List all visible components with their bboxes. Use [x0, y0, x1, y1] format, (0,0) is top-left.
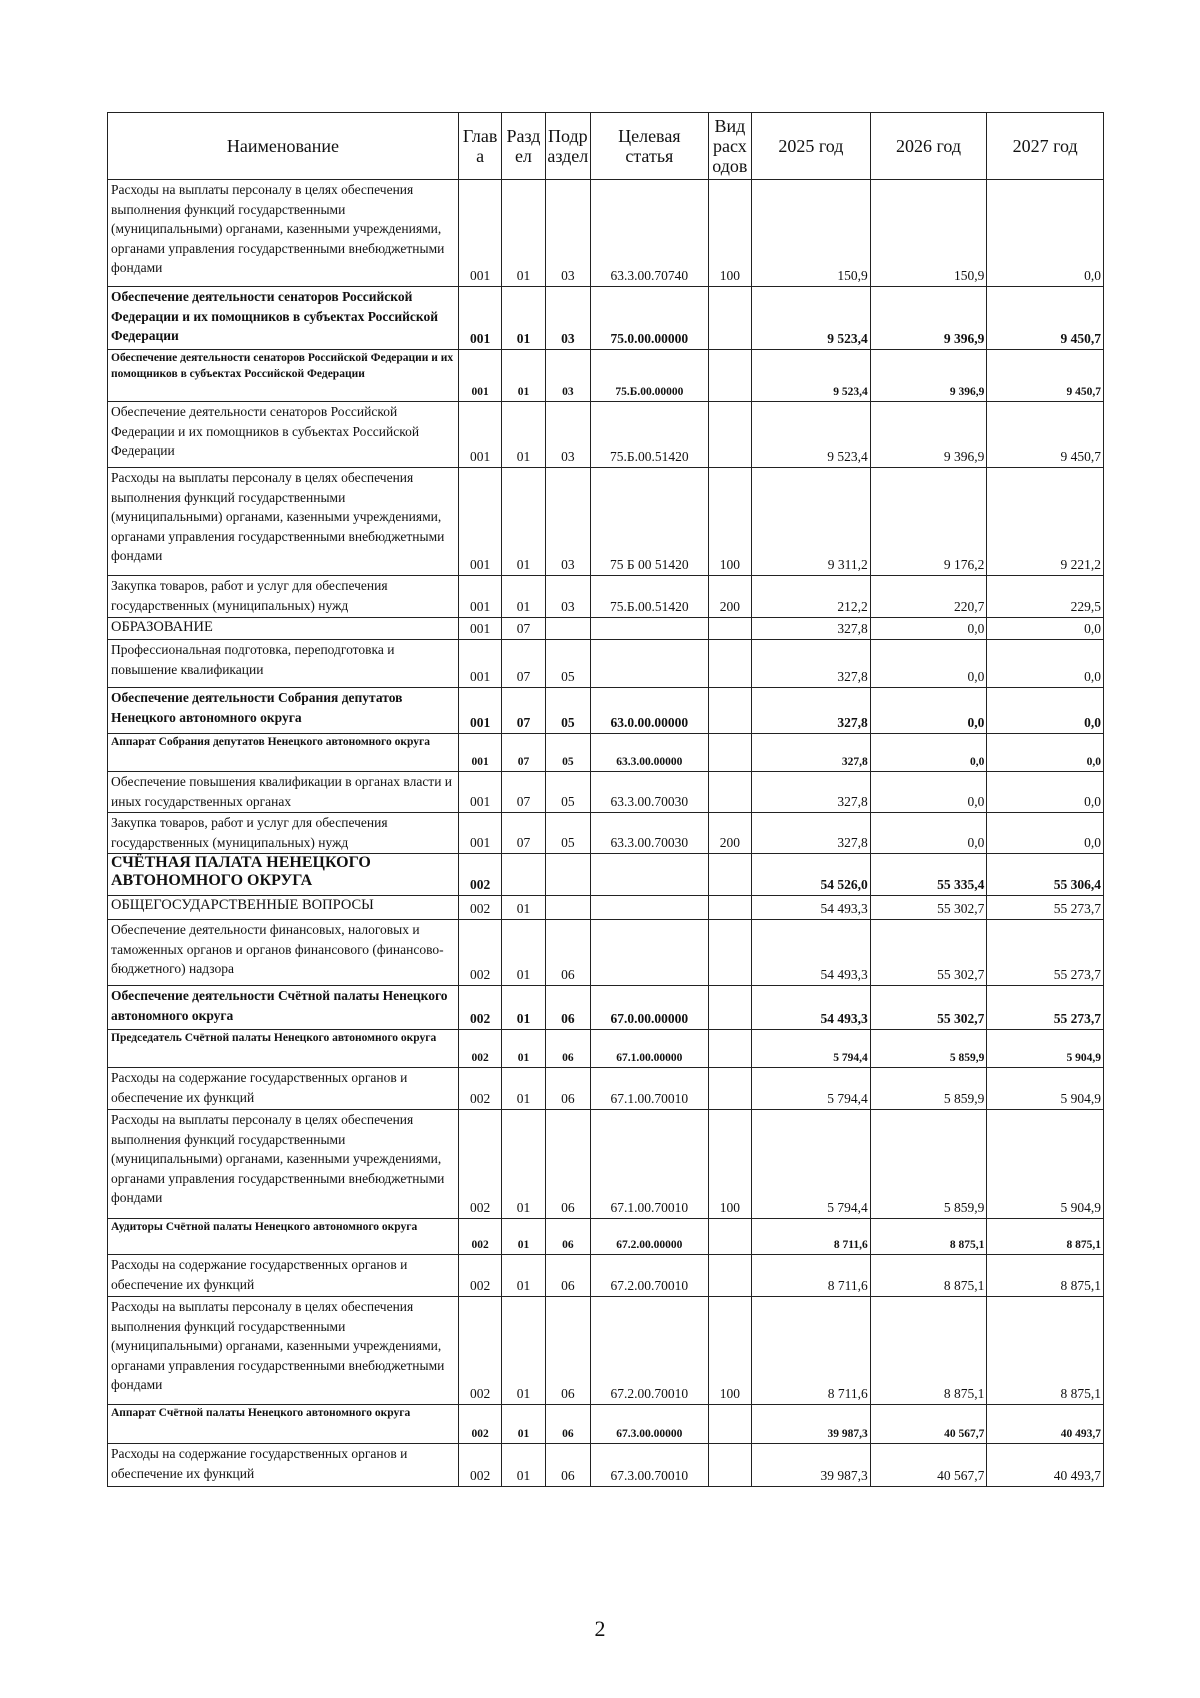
cell-name: Закупка товаров, работ и услуг для обеспечения государственных (муниципальных) нужд [108, 576, 459, 618]
cell-year-2027: 8 875,1 [987, 1297, 1104, 1405]
cell-year-2026: 220,7 [870, 576, 987, 618]
cell-name: Обеспечение повышения квалификации в органах власти и иных государственных органах [108, 772, 459, 813]
cell-podrazdel: 06 [545, 1030, 590, 1068]
table-row [108, 468, 1104, 576]
header-podrazdel: Подр аздел [545, 113, 590, 180]
cell-target-article: 67.0.00.00000 [591, 986, 709, 1030]
cell-razdel: 01 [502, 180, 545, 287]
cell-name: Обеспечение деятельности Собрания депутатов Ненецкого автономного округа [108, 688, 459, 734]
cell-glava: 002 [458, 1297, 501, 1405]
header-target-article: Целевая статья [591, 113, 709, 180]
cell-year-2025: 327,8 [752, 813, 871, 854]
cell-glava: 002 [458, 854, 501, 896]
cell-name: Аудиторы Счётной палаты Ненецкого автономного округа [108, 1219, 459, 1255]
table-row [108, 1297, 1104, 1405]
cell-razdel: 01 [502, 576, 545, 618]
cell-target-article [591, 640, 709, 688]
table-row [108, 734, 1104, 772]
cell-year-2025: 327,8 [752, 772, 871, 813]
cell-name: Председатель Счётной палаты Ненецкого автономного округа [108, 1030, 459, 1068]
cell-target-article: 75 Б 00 51420 [591, 468, 709, 576]
cell-glava: 001 [458, 640, 501, 688]
cell-name: Расходы на выплаты персоналу в целях обеспечения выполнения функций государственными (муниципальными) органами, казенными учреждениями, органами управления государственными внебюджетными фондами [108, 468, 459, 576]
cell-year-2025: 5 794,4 [752, 1068, 871, 1110]
cell-year-2025: 8 711,6 [752, 1255, 871, 1297]
cell-year-2026: 0,0 [870, 640, 987, 688]
cell-target-article: 67.1.00.70010 [591, 1068, 709, 1110]
cell-glava: 001 [458, 813, 501, 854]
cell-year-2027: 0,0 [987, 618, 1104, 640]
cell-target-article: 63.3.00.70030 [591, 772, 709, 813]
cell-razdel: 01 [502, 986, 545, 1030]
cell-podrazdel: 06 [545, 1219, 590, 1255]
table-row [108, 576, 1104, 618]
cell-razdel: 01 [502, 1030, 545, 1068]
cell-target-article: 67.1.00.70010 [591, 1110, 709, 1219]
table-row [108, 1444, 1104, 1487]
cell-podrazdel: 06 [545, 920, 590, 986]
cell-expense-type [708, 1444, 751, 1487]
cell-target-article: 67.2.00.70010 [591, 1297, 709, 1405]
header-glava: Глав а [458, 113, 501, 180]
cell-target-article: 67.3.00.00000 [591, 1405, 709, 1444]
cell-razdel: 01 [502, 1068, 545, 1110]
table-row [108, 618, 1104, 640]
cell-year-2027: 8 875,1 [987, 1219, 1104, 1255]
cell-expense-type [708, 986, 751, 1030]
table-row [108, 350, 1104, 402]
cell-podrazdel: 05 [545, 688, 590, 734]
cell-glava: 001 [458, 180, 501, 287]
cell-year-2027: 9 450,7 [987, 287, 1104, 350]
cell-glava: 002 [458, 1030, 501, 1068]
cell-podrazdel: 05 [545, 772, 590, 813]
cell-year-2026: 150,9 [870, 180, 987, 287]
cell-expense-type: 100 [708, 180, 751, 287]
table-row [108, 1405, 1104, 1444]
cell-glava: 002 [458, 1444, 501, 1487]
cell-year-2025: 9 523,4 [752, 287, 871, 350]
cell-name: Закупка товаров, работ и услуг для обеспечения государственных (муниципальных) нужд [108, 813, 459, 854]
cell-year-2026: 0,0 [870, 813, 987, 854]
cell-podrazdel [545, 854, 590, 896]
cell-podrazdel: 06 [545, 1444, 590, 1487]
cell-year-2026: 55 335,4 [870, 854, 987, 896]
table-row [108, 1255, 1104, 1297]
cell-podrazdel: 03 [545, 350, 590, 402]
cell-year-2026: 40 567,7 [870, 1444, 987, 1487]
cell-year-2027: 5 904,9 [987, 1030, 1104, 1068]
cell-expense-type [708, 350, 751, 402]
cell-podrazdel: 06 [545, 986, 590, 1030]
cell-expense-type [708, 1068, 751, 1110]
cell-glava: 001 [458, 350, 501, 402]
cell-name: ОБРАЗОВАНИЕ [108, 618, 459, 640]
header-name: Наименование [108, 113, 459, 180]
cell-podrazdel: 03 [545, 468, 590, 576]
cell-year-2026: 0,0 [870, 734, 987, 772]
cell-target-article: 67.2.00.70010 [591, 1255, 709, 1297]
cell-year-2025: 54 493,3 [752, 920, 871, 986]
cell-year-2026: 55 302,7 [870, 896, 987, 920]
cell-name: Расходы на выплаты персоналу в целях обеспечения выполнения функций государственными (муниципальными) органами, казенными учреждениями, органами управления государственными внебюджетными фондами [108, 180, 459, 287]
cell-razdel: 01 [502, 287, 545, 350]
cell-name: Профессиональная подготовка, переподготовка и повышение квалификации [108, 640, 459, 688]
cell-expense-type [708, 734, 751, 772]
cell-year-2027: 55 273,7 [987, 920, 1104, 986]
cell-year-2025: 5 794,4 [752, 1110, 871, 1219]
cell-glava: 002 [458, 986, 501, 1030]
cell-podrazdel: 06 [545, 1255, 590, 1297]
cell-year-2025: 9 523,4 [752, 402, 871, 468]
cell-year-2027: 9 221,2 [987, 468, 1104, 576]
cell-year-2027: 40 493,7 [987, 1444, 1104, 1487]
header-year-2025: 2025 год [752, 113, 871, 180]
cell-podrazdel: 06 [545, 1297, 590, 1405]
cell-year-2027: 0,0 [987, 688, 1104, 734]
cell-razdel: 01 [502, 402, 545, 468]
cell-target-article: 63.3.00.70740 [591, 180, 709, 287]
cell-year-2026: 0,0 [870, 772, 987, 813]
cell-year-2025: 327,8 [752, 734, 871, 772]
cell-podrazdel: 06 [545, 1068, 590, 1110]
cell-year-2026: 9 396,9 [870, 350, 987, 402]
cell-year-2027: 55 273,7 [987, 986, 1104, 1030]
cell-razdel: 01 [502, 1444, 545, 1487]
cell-podrazdel: 03 [545, 287, 590, 350]
cell-year-2026: 5 859,9 [870, 1068, 987, 1110]
cell-target-article: 67.2.00.00000 [591, 1219, 709, 1255]
table-row [108, 896, 1104, 920]
cell-year-2027: 9 450,7 [987, 350, 1104, 402]
cell-year-2026: 8 875,1 [870, 1297, 987, 1405]
cell-year-2026: 55 302,7 [870, 986, 987, 1030]
cell-year-2025: 327,8 [752, 688, 871, 734]
cell-glava: 002 [458, 1068, 501, 1110]
cell-name: Расходы на содержание государственных органов и обеспечение их функций [108, 1068, 459, 1110]
cell-razdel: 07 [502, 772, 545, 813]
cell-name: Обеспечение деятельности Счётной палаты Ненецкого автономного округа [108, 986, 459, 1030]
cell-target-article: 75.Б.00.00000 [591, 350, 709, 402]
cell-razdel: 01 [502, 350, 545, 402]
cell-podrazdel [545, 618, 590, 640]
cell-year-2026: 8 875,1 [870, 1255, 987, 1297]
page-number: 2 [594, 1616, 606, 1641]
table-row [108, 772, 1104, 813]
cell-podrazdel: 06 [545, 1110, 590, 1219]
cell-year-2027: 229,5 [987, 576, 1104, 618]
table-row [108, 1110, 1104, 1219]
cell-razdel: 07 [502, 688, 545, 734]
cell-name: Обеспечение деятельности сенаторов Российской Федерации и их помощников в субъектах Российской Федерации [108, 402, 459, 468]
cell-expense-type [708, 640, 751, 688]
cell-expense-type [708, 1405, 751, 1444]
cell-expense-type [708, 772, 751, 813]
cell-year-2027: 0,0 [987, 180, 1104, 287]
cell-year-2027: 9 450,7 [987, 402, 1104, 468]
table-row [108, 180, 1104, 287]
cell-expense-type [708, 688, 751, 734]
cell-year-2027: 40 493,7 [987, 1405, 1104, 1444]
cell-expense-type [708, 1255, 751, 1297]
table-row [108, 640, 1104, 688]
cell-expense-type [708, 1219, 751, 1255]
cell-year-2027: 0,0 [987, 772, 1104, 813]
cell-podrazdel: 06 [545, 1405, 590, 1444]
table-row [108, 1219, 1104, 1255]
cell-expense-type [708, 1030, 751, 1068]
cell-glava: 002 [458, 1255, 501, 1297]
cell-name: Обеспечение деятельности сенаторов Российской Федерации и их помощников в субъектах Российской Федерации [108, 287, 459, 350]
cell-year-2026: 55 302,7 [870, 920, 987, 986]
cell-year-2026: 9 396,9 [870, 287, 987, 350]
cell-expense-type [708, 402, 751, 468]
cell-glava: 002 [458, 1219, 501, 1255]
table-row [108, 287, 1104, 350]
table-row [108, 813, 1104, 854]
cell-year-2025: 54 493,3 [752, 896, 871, 920]
header-razdel: Разд ел [502, 113, 545, 180]
cell-expense-type [708, 854, 751, 896]
cell-year-2025: 327,8 [752, 640, 871, 688]
cell-glava: 002 [458, 896, 501, 920]
cell-name: Аппарат Счётной палаты Ненецкого автономного округа [108, 1405, 459, 1444]
cell-expense-type: 100 [708, 468, 751, 576]
cell-glava: 001 [458, 576, 501, 618]
cell-year-2027: 5 904,9 [987, 1110, 1104, 1219]
cell-year-2027: 55 306,4 [987, 854, 1104, 896]
cell-year-2025: 54 493,3 [752, 986, 871, 1030]
table-row [108, 1068, 1104, 1110]
cell-glava: 002 [458, 920, 501, 986]
cell-razdel: 01 [502, 468, 545, 576]
cell-razdel: 01 [502, 1255, 545, 1297]
cell-year-2026: 0,0 [870, 688, 987, 734]
cell-year-2027: 5 904,9 [987, 1068, 1104, 1110]
cell-year-2025: 39 987,3 [752, 1444, 871, 1487]
cell-razdel: 01 [502, 1219, 545, 1255]
cell-razdel [502, 854, 545, 896]
budget-table [107, 112, 1104, 1487]
cell-razdel: 01 [502, 920, 545, 986]
header-year-2026: 2026 год [870, 113, 987, 180]
cell-glava: 001 [458, 618, 501, 640]
cell-expense-type [708, 896, 751, 920]
cell-target-article [591, 920, 709, 986]
cell-year-2026: 8 875,1 [870, 1219, 987, 1255]
cell-year-2025: 8 711,6 [752, 1297, 871, 1405]
cell-glava: 002 [458, 1110, 501, 1219]
cell-razdel: 07 [502, 640, 545, 688]
cell-name: Расходы на выплаты персоналу в целях обеспечения выполнения функций государственными (муниципальными) органами, казенными учреждениями, органами управления государственными внебюджетными фондами [108, 1297, 459, 1405]
cell-target-article: 67.1.00.00000 [591, 1030, 709, 1068]
cell-year-2025: 212,2 [752, 576, 871, 618]
cell-podrazdel: 03 [545, 180, 590, 287]
cell-expense-type: 200 [708, 576, 751, 618]
cell-year-2025: 5 794,4 [752, 1030, 871, 1068]
cell-glava: 002 [458, 1405, 501, 1444]
cell-year-2027: 0,0 [987, 734, 1104, 772]
cell-expense-type [708, 287, 751, 350]
table-row [108, 986, 1104, 1030]
cell-target-article: 63.0.00.00000 [591, 688, 709, 734]
cell-year-2025: 39 987,3 [752, 1405, 871, 1444]
cell-expense-type: 100 [708, 1110, 751, 1219]
cell-name: Расходы на выплаты персоналу в целях обеспечения выполнения функций государственными (муниципальными) органами, казенными учреждениями, органами управления государственными внебюджетными фондами [108, 1110, 459, 1219]
cell-razdel: 01 [502, 1110, 545, 1219]
cell-year-2025: 150,9 [752, 180, 871, 287]
cell-target-article: 63.3.00.70030 [591, 813, 709, 854]
cell-name: ОБЩЕГОСУДАРСТВЕННЫЕ ВОПРОСЫ [108, 896, 459, 920]
cell-name: Аппарат Собрания депутатов Ненецкого автономного округа [108, 734, 459, 772]
table-header [108, 113, 1104, 180]
cell-year-2027: 0,0 [987, 813, 1104, 854]
header-year-2027: 2027 год [987, 113, 1104, 180]
cell-year-2026: 5 859,9 [870, 1030, 987, 1068]
cell-expense-type [708, 920, 751, 986]
cell-name: Расходы на содержание государственных органов и обеспечение их функций [108, 1444, 459, 1487]
cell-year-2025: 8 711,6 [752, 1219, 871, 1255]
table-row [108, 688, 1104, 734]
cell-podrazdel [545, 896, 590, 920]
cell-target-article: 75.0.00.00000 [591, 287, 709, 350]
cell-target-article: 75.Б.00.51420 [591, 402, 709, 468]
cell-target-article [591, 618, 709, 640]
cell-glava: 001 [458, 688, 501, 734]
header-row [108, 113, 1104, 180]
table-row [108, 402, 1104, 468]
cell-year-2026: 9 176,2 [870, 468, 987, 576]
cell-podrazdel: 05 [545, 734, 590, 772]
cell-razdel: 07 [502, 734, 545, 772]
cell-expense-type: 100 [708, 1297, 751, 1405]
cell-year-2027: 8 875,1 [987, 1255, 1104, 1297]
cell-year-2026: 40 567,7 [870, 1405, 987, 1444]
cell-expense-type: 200 [708, 813, 751, 854]
table-row [108, 1030, 1104, 1068]
cell-podrazdel: 03 [545, 576, 590, 618]
cell-name: Расходы на содержание государственных органов и обеспечение их функций [108, 1255, 459, 1297]
cell-glava: 001 [458, 772, 501, 813]
header-expense-type: Вид расх одов [708, 113, 751, 180]
cell-expense-type [708, 618, 751, 640]
cell-glava: 001 [458, 287, 501, 350]
cell-glava: 001 [458, 402, 501, 468]
cell-podrazdel: 05 [545, 640, 590, 688]
cell-target-article [591, 896, 709, 920]
table-body [108, 180, 1104, 1487]
cell-year-2025: 9 311,2 [752, 468, 871, 576]
cell-podrazdel: 05 [545, 813, 590, 854]
cell-razdel: 07 [502, 813, 545, 854]
cell-glava: 001 [458, 734, 501, 772]
cell-year-2026: 0,0 [870, 618, 987, 640]
cell-razdel: 07 [502, 618, 545, 640]
cell-target-article: 67.3.00.70010 [591, 1444, 709, 1487]
cell-year-2026: 9 396,9 [870, 402, 987, 468]
cell-target-article: 63.3.00.00000 [591, 734, 709, 772]
cell-year-2025: 327,8 [752, 618, 871, 640]
cell-name: СЧЁТНАЯ ПАЛАТА НЕНЕЦКОГО АВТОНОМНОГО ОКРУГА [108, 854, 459, 896]
cell-razdel: 01 [502, 896, 545, 920]
table-row [108, 920, 1104, 986]
cell-target-article [591, 854, 709, 896]
table-row [108, 854, 1104, 896]
cell-target-article: 75.Б.00.51420 [591, 576, 709, 618]
cell-razdel: 01 [502, 1405, 545, 1444]
cell-year-2026: 5 859,9 [870, 1110, 987, 1219]
cell-year-2025: 9 523,4 [752, 350, 871, 402]
cell-razdel: 01 [502, 1297, 545, 1405]
cell-name: Обеспечение деятельности сенаторов Российской Федерации и их помощников в субъектах Российской Федерации [108, 350, 459, 402]
cell-year-2025: 54 526,0 [752, 854, 871, 896]
cell-year-2027: 55 273,7 [987, 896, 1104, 920]
cell-name: Обеспечение деятельности финансовых, налоговых и таможенных органов и органов финансового (финансово-бюджетного) надзора [108, 920, 459, 986]
cell-podrazdel: 03 [545, 402, 590, 468]
cell-glava: 001 [458, 468, 501, 576]
cell-year-2027: 0,0 [987, 640, 1104, 688]
